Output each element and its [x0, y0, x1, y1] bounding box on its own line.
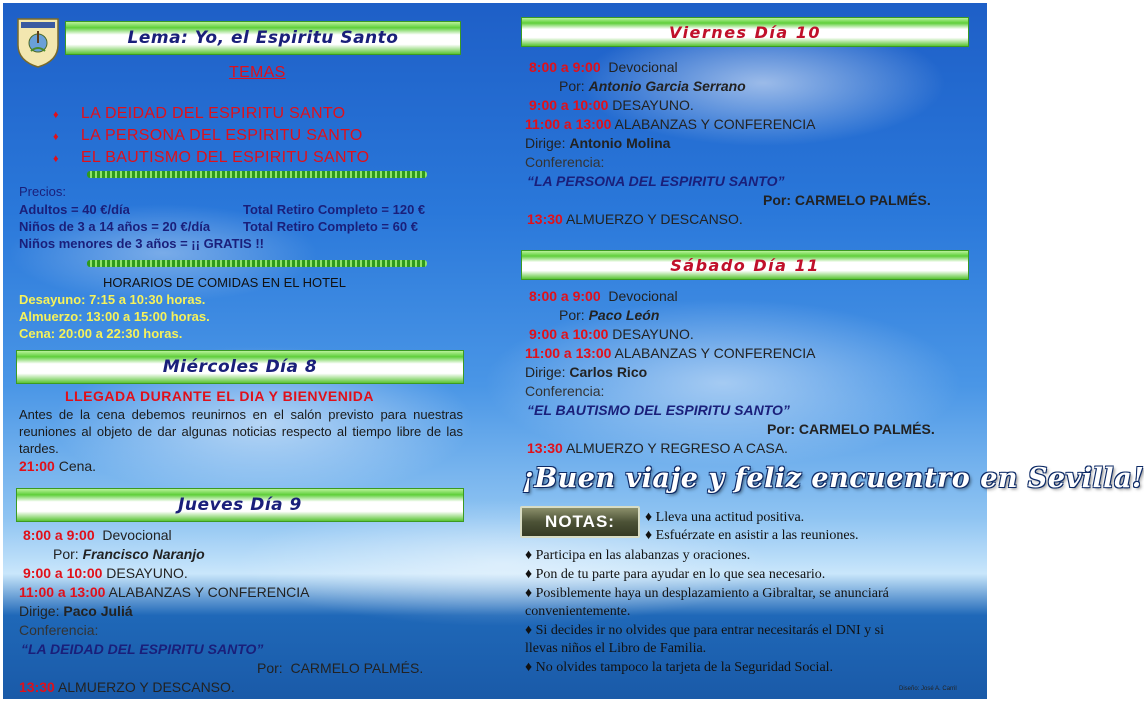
sabado-por: [559, 307, 659, 323]
buen-viaje-title: ¡Buen viaje y feliz encuentro en Sevilla!: [522, 463, 1144, 494]
label: Dirige:: [525, 135, 566, 151]
llegada-title: LLEGADA DURANTE EL DIA Y BIENVENIDA: [65, 388, 374, 404]
speaker: CARMELO PALMÉS.: [798, 421, 935, 437]
nota-item: convenientemente.: [525, 604, 631, 619]
brochure-sheet: [3, 3, 1144, 699]
total-adultos: Total Retiro Completo = 120 €: [243, 202, 426, 217]
sabado-desayuno: [529, 326, 694, 342]
label: Devocional: [102, 527, 172, 543]
tema-label: EL BAUTISMO DEL ESPIRITU SANTO: [80, 149, 370, 166]
time: 21:00: [19, 458, 55, 474]
time: 9:00 a 10:00: [529, 97, 609, 113]
notas-label: NOTAS:: [545, 512, 615, 531]
sabado-conf-title: “EL BAUTISMO DEL ESPIRITU SANTO”: [527, 402, 790, 418]
viernes-conf-title: “LA PERSONA DEL ESPIRITU SANTO”: [527, 173, 785, 189]
jueves-devocional: [23, 527, 172, 543]
name: Paco Juliá: [63, 603, 133, 619]
miercoles-title: Miércoles Día 8: [162, 357, 318, 377]
time: 13:30: [527, 211, 563, 227]
almuerzo-hours: Almuerzo: 13:00 a 15:00 horas.: [19, 309, 210, 324]
jueves-por: [53, 546, 205, 562]
tema-item: [53, 105, 345, 123]
name: Antonio Molina: [569, 135, 671, 151]
time: 13:30: [527, 440, 563, 456]
notas-box: [520, 506, 640, 538]
viernes-title: Viernes Día 10: [668, 22, 822, 42]
precio-adultos: Adultos = 40 €/día: [19, 202, 130, 217]
precios-label: Precios:: [19, 184, 66, 199]
diamond-bullet-icon: ♦: [53, 109, 59, 121]
label: Por:: [763, 192, 791, 208]
diamond-bullet-icon: ♦: [53, 153, 59, 165]
nota-item: llevas niños el Libro de Familia.: [525, 641, 707, 656]
time: 8:00 a 9:00: [529, 59, 601, 75]
divider: [87, 260, 427, 267]
tema-item: [53, 127, 363, 145]
time: 13:30: [19, 679, 55, 695]
sabado-conf-label: Conferencia:: [525, 383, 605, 399]
precio-menores: Niños menores de 3 años = ¡¡ GRATIS !!: [19, 236, 264, 251]
label: Por:: [257, 660, 283, 676]
label: Dirige:: [19, 603, 60, 619]
time: 9:00 a 10:00: [529, 326, 609, 342]
time: 11:00 a 13:00: [19, 584, 106, 600]
sabado-almuerzo: [527, 440, 788, 456]
church-emblem-icon: [15, 15, 61, 69]
viernes-devocional: [529, 59, 678, 75]
name: Antonio Garcia Serrano: [588, 78, 746, 94]
label: Devocional: [608, 288, 678, 304]
jueves-almuerzo: [19, 679, 235, 695]
sabado-header: [521, 250, 969, 280]
divider: [87, 171, 427, 178]
label: Por:: [559, 78, 585, 94]
jueves-header: [16, 488, 464, 522]
miercoles-header: [16, 350, 464, 384]
label: Por:: [53, 546, 79, 562]
design-credit: Diseño: José A. Carril: [899, 686, 957, 692]
sabado-devocional: [529, 288, 678, 304]
name: Carlos Rico: [569, 364, 648, 380]
time: 11:00 a 13:00: [525, 116, 612, 132]
lema-header: [65, 21, 461, 55]
time: 8:00 a 9:00: [529, 288, 601, 304]
label: DESAYUNO.: [612, 326, 694, 342]
label: Devocional: [608, 59, 678, 75]
label: ALABANZAS Y CONFERENCIA: [108, 584, 310, 600]
tema-label: LA DEIDAD DEL ESPIRITU SANTO: [80, 105, 346, 122]
time: 11:00 a 13:00: [525, 345, 612, 361]
label: DESAYUNO.: [612, 97, 694, 113]
speaker: CARMELO PALMÉS.: [290, 660, 424, 676]
nota-item: ♦ No olvides tampoco la tarjeta de la Seguridad Social.: [525, 660, 834, 675]
label: DESAYUNO.: [106, 565, 188, 581]
nota-item: ♦ Pon de tu parte para ayudar en lo que sea necesario.: [525, 567, 826, 582]
llegada-text: Antes de la cena debemos reunirnos en el salón previsto para nuestras reuniones al objeto de dar algunas noticias respecto al tiempo libre de las tardes.: [19, 407, 463, 456]
time: 9:00 a 10:00: [23, 565, 103, 581]
jueves-alabanzas: [19, 584, 310, 600]
horarios-title: HORARIOS DE COMIDAS EN EL HOTEL: [103, 275, 346, 290]
label: Por:: [559, 307, 585, 323]
label: Por:: [767, 421, 795, 437]
desayuno-hours: Desayuno: 7:15 a 10:30 horas.: [19, 292, 206, 307]
label: ALMUERZO Y DESCANSO.: [565, 211, 743, 227]
speaker: CARMELO PALMÉS.: [794, 192, 931, 208]
sabado-speaker: [767, 421, 935, 437]
viernes-dirige: [525, 135, 670, 151]
nota-item: ♦ Esfuérzate en asistir a las reuniones.: [645, 528, 859, 543]
jueves-desayuno: [23, 565, 188, 581]
time: 8:00 a 9:00: [23, 527, 95, 543]
precio-ninos: Niños de 3 a 14 años = 20 €/día: [19, 219, 211, 234]
sabado-alabanzas: [525, 345, 816, 361]
name: Paco León: [588, 307, 660, 323]
name: Francisco Naranjo: [82, 546, 205, 562]
label: ALMUERZO Y REGRESO A CASA.: [565, 440, 788, 456]
jueves-dirige: [19, 603, 133, 619]
tema-label: LA PERSONA DEL ESPIRITU SANTO: [80, 127, 363, 144]
viernes-alabanzas: [525, 116, 816, 132]
jueves-conf-label: Conferencia:: [19, 622, 99, 638]
nota-item: ♦ Si decides ir no olvides que para entrar necesitarás el DNI y si: [525, 623, 884, 638]
viernes-almuerzo: [527, 211, 743, 227]
lema-title: Lema: Yo, el Espiritu Santo: [127, 28, 399, 48]
nota-item: ♦ Participa en las alabanzas y oraciones.: [525, 548, 751, 563]
cena-line: [19, 458, 96, 474]
sabado-dirige: [525, 364, 647, 380]
label: ALABANZAS Y CONFERENCIA: [614, 116, 816, 132]
sabado-title: Sábado Día 11: [670, 255, 820, 275]
nota-item: ♦ Posiblemente haya un desplazamiento a Gibraltar, se anunciará: [525, 586, 889, 601]
diamond-bullet-icon: ♦: [53, 131, 59, 143]
total-ninos: Total Retiro Completo = 60 €: [243, 219, 418, 234]
label: ALMUERZO Y DESCANSO.: [57, 679, 235, 695]
viernes-conf-label: Conferencia:: [525, 154, 605, 170]
tema-item: [53, 149, 369, 167]
viernes-speaker: [763, 192, 931, 208]
nota-item: ♦ Lleva una actitud positiva.: [645, 510, 805, 525]
label: Dirige:: [525, 364, 566, 380]
jueves-conf-title: “LA DEIDAD DEL ESPIRITU SANTO”: [21, 641, 264, 657]
jueves-speaker: [257, 660, 423, 676]
cena-hours: Cena: 20:00 a 22:30 horas.: [19, 326, 183, 341]
viernes-por: [559, 78, 746, 94]
viernes-header: [521, 17, 969, 47]
temas-heading: TEMAS: [229, 64, 286, 81]
label: ALABANZAS Y CONFERENCIA: [614, 345, 816, 361]
viernes-desayuno: [529, 97, 694, 113]
jueves-title: Jueves Día 9: [178, 495, 302, 515]
label: Cena.: [58, 458, 97, 474]
